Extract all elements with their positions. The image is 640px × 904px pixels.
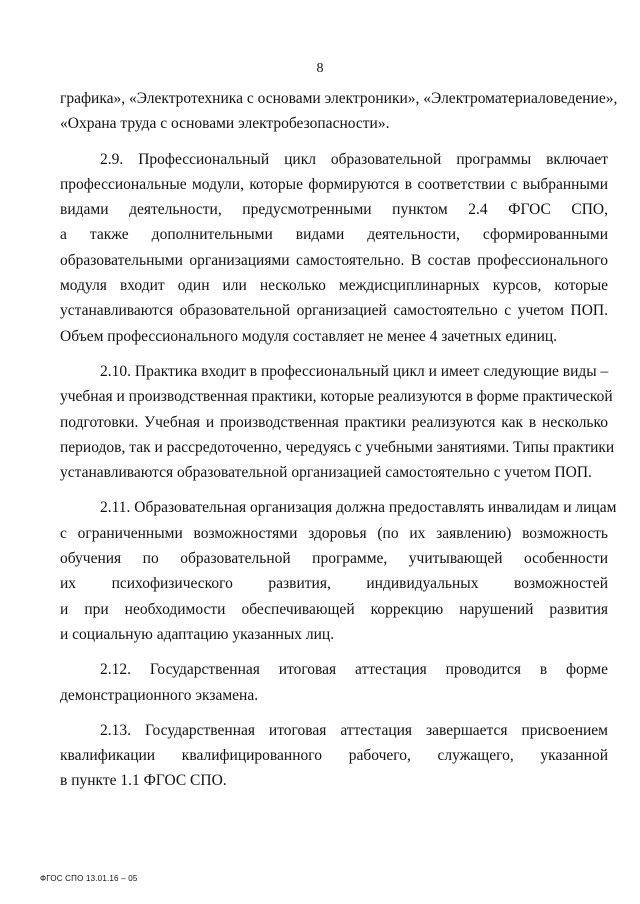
text-line: 2.9. Профессиональный цикл образовательной программы включает (100, 150, 608, 168)
paragraph-2-12 (60, 657, 608, 708)
text-line: периодов, так и рассредоточенно, чередуясь с учебными занятиями. Типы практики (60, 438, 615, 456)
text-line: видами деятельности, предусмотренными пунктом 2.4 ФГОС СПО, (60, 201, 608, 219)
text-line: образовательными организациями самостоятельно. В состав профессионального (60, 251, 608, 269)
paragraph-intro (60, 86, 618, 137)
text-line: модуля входит один или несколько междисциплинарных курсов, которые (60, 277, 608, 295)
text-line: квалификации квалифицированного рабочего, служащего, указанной (60, 747, 608, 765)
text-line: в пункте 1.1 ФГОС СПО. (60, 772, 227, 790)
document-body (60, 86, 618, 804)
text-line: и при необходимости обеспечивающей коррекцию нарушений развития (60, 600, 608, 618)
paragraph-2-11 (60, 495, 617, 647)
text-line: с ограниченными возможностями здоровья (по их заявлению) возможность (60, 524, 608, 542)
text-line: учебная и производственная практики, которые реализуются в форме практической (60, 388, 613, 406)
text-line: графика», «Электротехника с основами электроники», «Электроматериаловедение», (60, 90, 618, 107)
text-line: 2.12. Государственная итоговая аттестация проводится в форме (100, 661, 608, 679)
paragraph-2-13 (60, 718, 608, 794)
text-line: 2.13. Государственная итоговая аттестация завершается присвоением (100, 721, 608, 739)
text-line: профессиональные модули, которые формируются в соответствии с выбранными (60, 175, 608, 193)
text-line: Объем профессионального модуля составляет не менее 4 зачетных единиц. (60, 327, 558, 345)
text-line: а также дополнительными видами деятельности, сформированными (60, 226, 608, 244)
document-footer-code: ФГОС СПО 13.01.16 – 05 (40, 874, 138, 883)
text-line: и социальную адаптацию указанных лиц. (60, 625, 335, 643)
text-line: устанавливаются образовательной организацией самостоятельно с учетом ПОП. (60, 464, 592, 482)
text-line: подготовки. Учебная и производственная практики реализуются как в несколько (60, 413, 608, 431)
text-line: 2.11. Образовательная организация должна предоставлять инвалидам и лицам (100, 499, 617, 517)
paragraph-2-10 (60, 359, 615, 485)
text-line: обучения по образовательной программе, учитывающей особенности (60, 550, 608, 568)
page-number: 8 (316, 61, 324, 76)
text-line: 2.10. Практика входит в профессиональный цикл и имеет следующие виды – (100, 362, 609, 380)
text-line: «Охрана труда с основами электробезопасности». (60, 115, 390, 133)
paragraph-2-9 (60, 147, 608, 349)
text-line: их психофизического развития, индивидуальных возможностей (60, 575, 608, 593)
text-line: демонстрационного экзамена. (60, 686, 259, 704)
text-line: устанавливаются образовательной организацией самостоятельно с учетом ПОП. (60, 302, 608, 320)
